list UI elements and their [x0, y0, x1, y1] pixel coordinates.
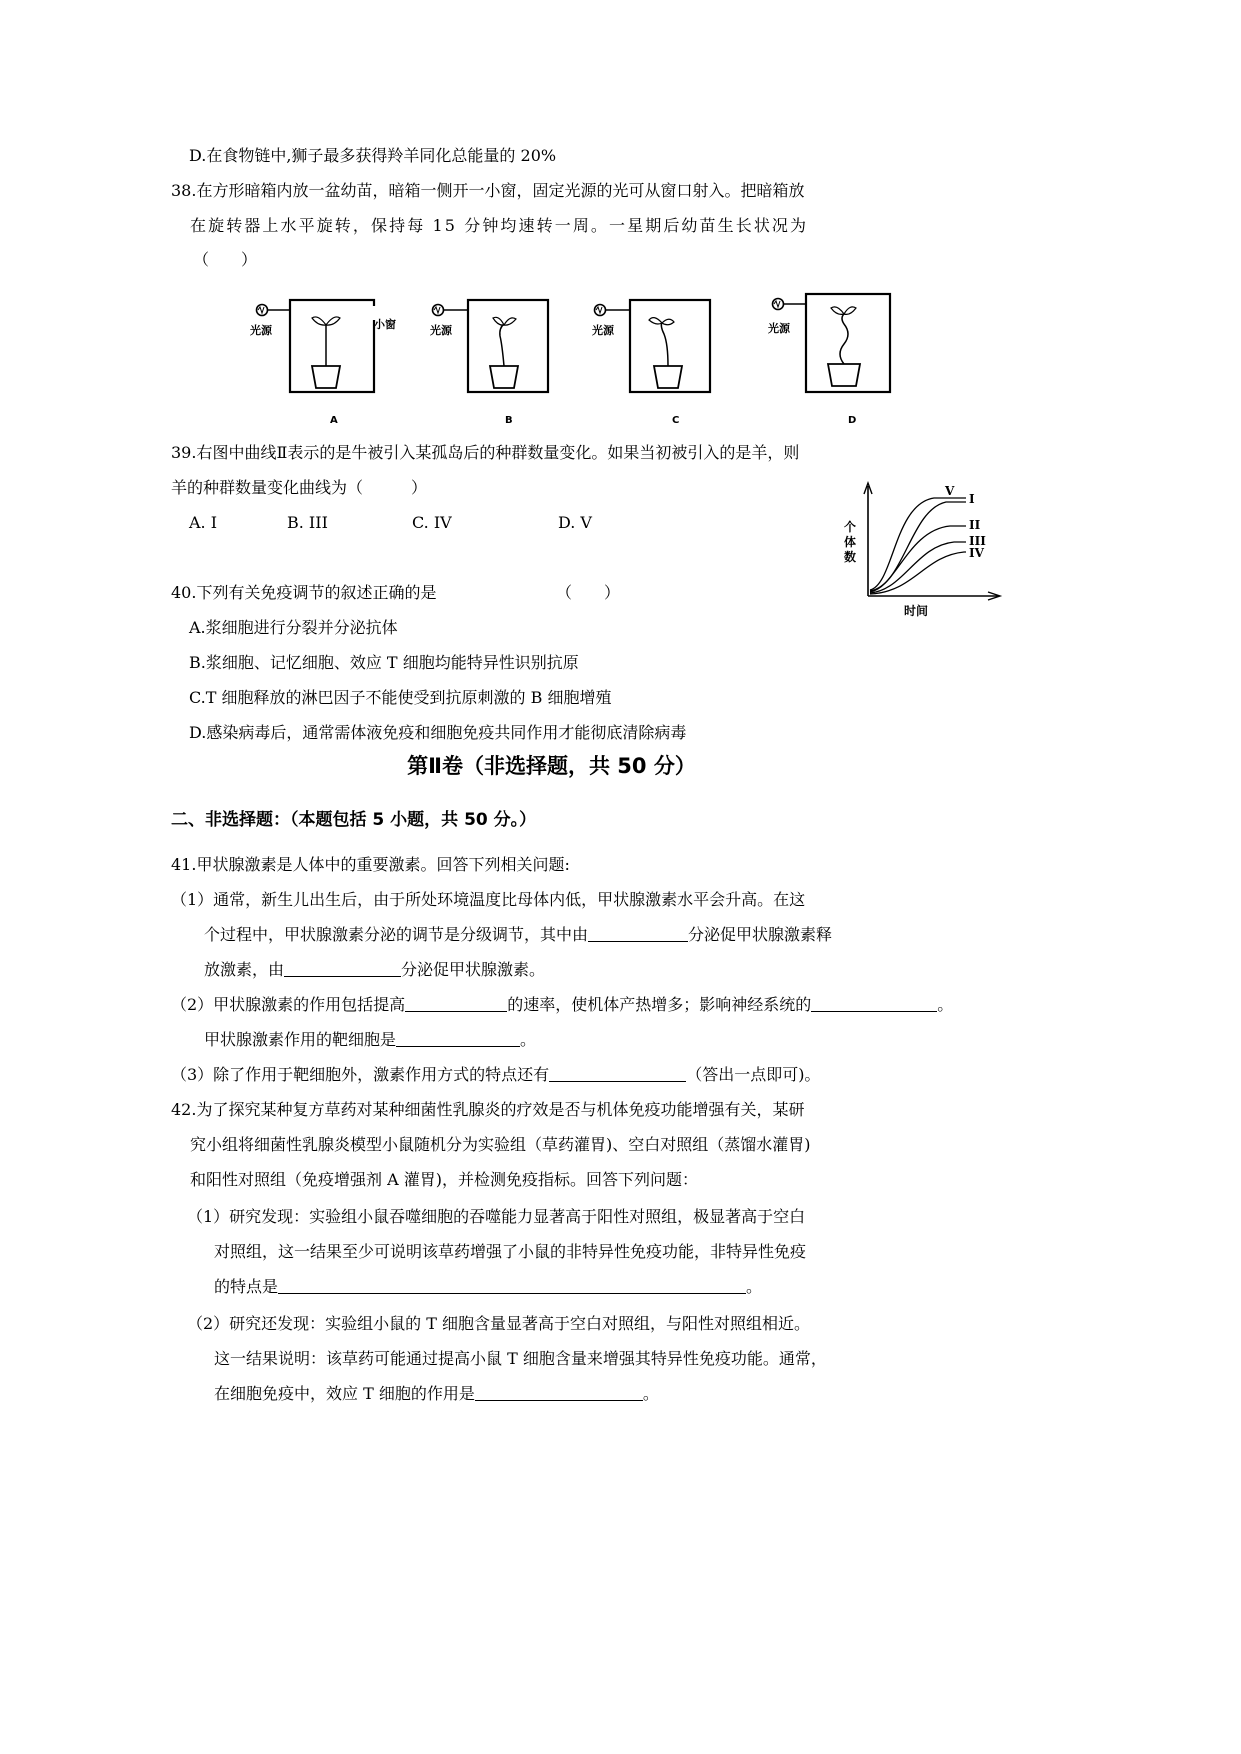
q41-part2-line1: （2）甲状腺激素的作用包括提高 的速率，使机体产热增多；影响神经系统的 。 [171, 995, 954, 1014]
answer-blank[interactable] [396, 1030, 520, 1047]
answer-blank[interactable] [278, 1277, 746, 1294]
q42-part2-line2: 这一结果说明：该草药可能通过提高小鼠 T 细胞含量来增强其特异性免疫功能。通常， [214, 1349, 827, 1368]
figure-caption-d: D [848, 415, 857, 426]
q38-figure-b [430, 298, 560, 433]
answer-blank[interactable] [588, 925, 688, 942]
population-curve-figure [838, 480, 1008, 620]
q42-part1-line2: 对照组，这一结果至少可说明该草药增强了小鼠的非特异性免疫功能，非特异性免疫 [214, 1242, 807, 1261]
q37-option-d: D.在食物链中,狮子最多获得羚羊同化总能量的 20% [189, 146, 557, 165]
curve-label-v: V [945, 484, 955, 498]
q41-part3: （3）除了作用于靶细胞外，激素作用方式的特点还有 （答出一点即可)。 [171, 1065, 821, 1084]
answer-blank[interactable] [284, 960, 401, 977]
q38-figure-a [248, 298, 418, 433]
q42-stem-line1: 42.为了探究某种复方草药对某种细菌性乳腺炎的疗效是否与机体免疫功能增强有关，某研 [171, 1100, 805, 1119]
q40-option-a: A.浆细胞进行分裂并分泌抗体 [189, 618, 398, 637]
q38-stem-line2: 在旋转器上水平旋转，保持每 15 分钟均速转一周。一星期后幼苗生长状况为 [190, 216, 809, 235]
q41-part1-line3: 放激素，由 分泌促甲状腺激素。 [204, 960, 546, 979]
q40-option-c: C.T 细胞释放的淋巴因子不能使受到抗原刺激的 B 细胞增殖 [189, 688, 612, 707]
q39-option-a: A. I [189, 513, 218, 532]
figure-caption-b: B [505, 415, 513, 426]
part2-title: 第Ⅱ卷（非选择题，共 50 分） [407, 754, 696, 778]
q42-part1-line3: 的特点是 。 [214, 1277, 763, 1296]
curve-label-iv: IV [969, 546, 984, 560]
q41-stem: 41.甲状腺激素是人体中的重要激素。回答下列相关问题: [171, 855, 570, 874]
answer-blank[interactable] [405, 995, 507, 1012]
q40-option-d: D.感染病毒后，通常需体液免疫和细胞免疫共同作用才能彻底清除病毒 [189, 723, 687, 742]
answer-blank[interactable] [475, 1384, 643, 1401]
q42-part1-line1: （1）研究发现：实验组小鼠吞噬细胞的吞噬能力显著高于阳性对照组，极显著高于空白 [187, 1207, 806, 1226]
light-source-label: 光源 [250, 324, 272, 337]
q39-option-c: C. IV [412, 513, 452, 532]
figure-caption-a: A [330, 415, 338, 426]
light-source-label: 光源 [430, 324, 452, 337]
q41-part2-line2: 甲状腺激素作用的靶细胞是 。 [204, 1030, 537, 1049]
q39-stem-line1: 39.右图中曲线Ⅱ表示的是牛被引入某孤岛后的种群数量变化。如果当初被引入的是羊，则 [171, 443, 800, 462]
x-axis-label: 时间 [904, 604, 929, 618]
q38-figure-c [592, 298, 722, 433]
curve-label-ii: II [969, 518, 981, 532]
q39-option-b: B. III [287, 513, 328, 532]
q41-part1-line1: （1）通常，新生儿出生后，由于所处环境温度比母体内低，甲状腺激素水平会升高。在这 [171, 890, 806, 909]
q40-answer-paren: （ ） [556, 583, 621, 602]
q42-part2-line1: （2）研究还发现：实验组小鼠的 T 细胞含量显著高于空白对照组，与阳性对照组相近。 [187, 1314, 811, 1333]
y-axis-label: 个 体 数 [844, 520, 857, 564]
q42-part2-line3: 在细胞免疫中，效应 T 细胞的作用是 。 [214, 1384, 659, 1403]
q39-stem-line2: 羊的种群数量变化曲线为（ ） [171, 478, 428, 497]
light-source-label: 光源 [768, 322, 790, 335]
section-heading: 二、非选择题：（本题包括 5 小题，共 50 分。） [171, 810, 537, 830]
curve-label-iii: III [969, 534, 986, 548]
figure-caption-c: C [672, 415, 680, 426]
q42-stem-line2: 究小组将细菌性乳腺炎模型小鼠随机分为实验组（草药灌胃)、空白对照组（蒸馏水灌胃) [190, 1135, 811, 1154]
q38-answer-paren: （ ） [193, 250, 258, 269]
light-source-label: 光源 [592, 324, 614, 337]
q40-stem: 40.下列有关免疫调节的叙述正确的是 [171, 583, 437, 602]
q42-stem-line3: 和阳性对照组（免疫增强剂 A 灌胃)，并检测免疫指标。回答下列问题： [190, 1170, 698, 1189]
answer-blank[interactable] [811, 995, 937, 1012]
q39-option-d: D. V [558, 513, 592, 532]
answer-blank[interactable] [549, 1065, 686, 1082]
curve-label-i: I [969, 492, 975, 506]
q38-stem-line1: 38.在方形暗箱内放一盆幼苗，暗箱一侧开一小窗，固定光源的光可从窗口射入。把暗箱放 [171, 181, 805, 200]
window-label: 小窗 [374, 318, 396, 331]
q38-figure-d [768, 292, 898, 433]
q40-option-b: B.浆细胞、记忆细胞、效应 T 细胞均能特异性识别抗原 [189, 653, 579, 672]
q41-part1-line2: 个过程中，甲状腺激素分泌的调节是分级调节，其中由 分泌促甲状腺激素释 [204, 925, 833, 944]
